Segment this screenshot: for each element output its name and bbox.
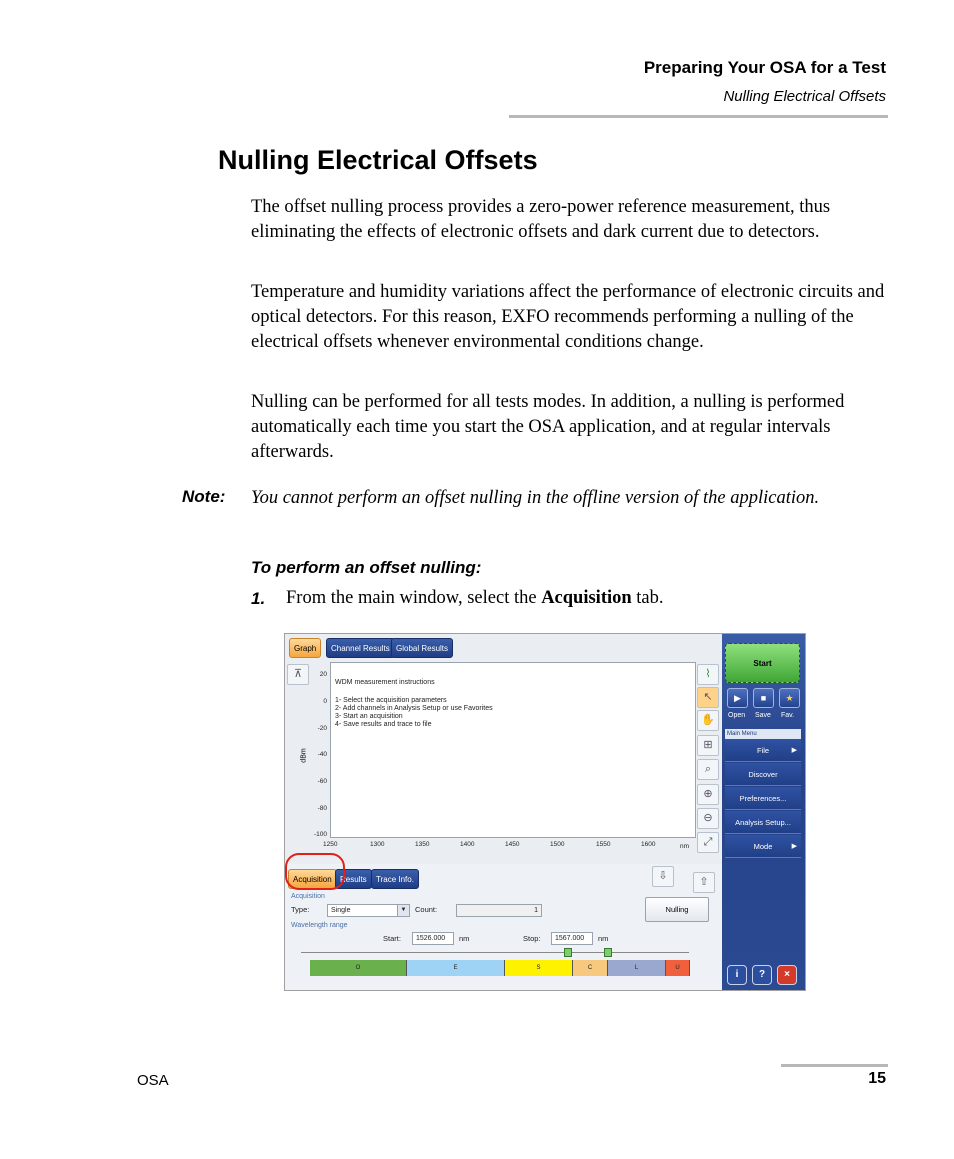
band-l [608, 960, 666, 976]
menu-item-analysis-setup[interactable] [725, 811, 801, 834]
count-label: Count: [415, 905, 438, 914]
y-tick: 0 [323, 698, 327, 705]
menu-item-label: Preferences... [739, 794, 787, 803]
graph-area[interactable] [330, 662, 696, 838]
tab-results[interactable]: Results [335, 869, 372, 889]
pan-hand-icon[interactable]: ✋ [697, 710, 719, 731]
instruction-line: 3- Start an acquisition [335, 713, 403, 720]
y-tick: -40 [317, 751, 327, 758]
header-rule [509, 115, 888, 118]
band-label: L [634, 965, 639, 971]
procedure-heading: To perform an offset nulling: [251, 558, 482, 577]
band-label: E [453, 965, 458, 971]
y-tick: -80 [317, 805, 327, 812]
band-label: U [675, 965, 680, 971]
trace-tool-icon[interactable]: ⊼ [287, 664, 309, 685]
x-tick: 1400 [460, 841, 475, 848]
y-tick: -100 [313, 831, 327, 838]
band-u [666, 960, 690, 976]
paragraph-1: The offset nulling process provides a zero-power reference measurement, thus eliminating the effects of electronic offsets and dark current due to detectors. [251, 197, 831, 242]
help-icon[interactable]: ? [752, 965, 772, 985]
acquisition-section-label: Acquisition [291, 893, 325, 900]
zoom-out-icon[interactable]: ⊖ [697, 808, 719, 829]
footer-product: OSA [137, 1072, 169, 1089]
wavelength-section-label: Wavelength range [291, 922, 348, 929]
paragraph-3: Nulling can be performed for all tests modes. In addition, a nulling is performed automatically each time you start the OSA application, and at regular intervals afterwards. [251, 392, 845, 462]
menu-item-discover[interactable] [725, 763, 801, 786]
open-folder-icon[interactable]: ▶ [727, 688, 748, 708]
step-text-bold: Acquisition [541, 588, 632, 608]
x-tick: 1450 [505, 841, 520, 848]
zoom-search-icon[interactable]: ⌕ [697, 759, 719, 780]
footer-rule [781, 1064, 888, 1067]
menu-item-mode[interactable] [725, 835, 801, 858]
range-stop-handle[interactable] [604, 948, 612, 957]
autoscale-icon[interactable]: ⌇ [697, 664, 719, 685]
x-tick: 1300 [370, 841, 385, 848]
start-unit: nm [459, 934, 470, 943]
start-button[interactable]: Start [725, 643, 800, 683]
instruction-line: 2- Add channels in Analysis Setup or use Favorites [335, 705, 493, 712]
menu-item-preferences[interactable] [725, 787, 801, 810]
nulling-button[interactable]: Nulling [645, 897, 709, 922]
tab-acquisition[interactable]: Acquisition [288, 869, 337, 889]
page-number: 15 [868, 1070, 886, 1087]
open-label: Open [728, 712, 746, 719]
menu-item-label: Analysis Setup... [735, 818, 791, 827]
x-tick: 1500 [550, 841, 565, 848]
step-text [286, 588, 664, 609]
menu-item-file[interactable] [725, 739, 801, 762]
expand-up-icon[interactable]: ⇧ [693, 872, 715, 893]
band-label: C [587, 965, 593, 971]
osa-app-screenshot [284, 633, 806, 991]
x-tick: 1350 [415, 841, 430, 848]
step-text-before: From the main window, select the [286, 588, 542, 608]
band-label: O [355, 965, 361, 971]
menu-item-label: Mode [753, 842, 773, 851]
band-label: S [536, 965, 541, 971]
type-select[interactable] [327, 904, 410, 917]
chevron-right-icon: ▶ [791, 747, 797, 754]
zoom-area-icon[interactable]: ⊞ [697, 735, 719, 756]
instruction-line: 1- Select the acquisition parameters [335, 697, 447, 704]
chevron-right-icon: ▶ [791, 843, 797, 850]
range-start-handle[interactable] [564, 948, 572, 957]
x-tick: 1600 [641, 841, 656, 848]
step-number: 1. [251, 589, 266, 608]
start-wavelength-input[interactable]: 1526.000 [412, 932, 454, 945]
type-label: Type: [291, 905, 310, 914]
menu-item-label: Discover [748, 770, 778, 779]
tab-graph[interactable]: Graph [289, 638, 321, 658]
highlight-circle [285, 853, 345, 890]
note-label: Note: [182, 487, 226, 506]
band-c [573, 960, 608, 976]
instructions-title: WDM measurement instructions [335, 679, 435, 686]
y-tick: -20 [317, 725, 327, 732]
chevron-down-icon: ▼ [397, 905, 409, 916]
pointer-icon[interactable]: ↖ [697, 687, 719, 708]
save-disk-icon[interactable]: ■ [753, 688, 774, 708]
section-title: Nulling Electrical Offsets [218, 145, 538, 175]
tab-trace-info[interactable]: Trace Info. [371, 869, 419, 889]
zoom-in-icon[interactable]: ⊕ [697, 784, 719, 805]
band-s [505, 960, 573, 976]
fit-icon[interactable]: ⤢ [697, 832, 719, 853]
close-icon[interactable]: × [777, 965, 797, 985]
y-tick: 20 [319, 671, 327, 678]
start-label: Start: [383, 934, 401, 943]
running-header-subtitle: Nulling Electrical Offsets [723, 88, 886, 105]
count-field[interactable]: 1 [456, 904, 542, 917]
tab-channel-results[interactable]: Channel Results [326, 638, 395, 658]
y-axis-label: dBm [300, 748, 308, 763]
running-header-title: Preparing Your OSA for a Test [643, 58, 886, 77]
info-icon[interactable]: i [727, 965, 747, 985]
menu-item-label: File [756, 746, 770, 755]
x-tick: 1250 [323, 841, 338, 848]
range-slider-track[interactable] [301, 952, 689, 953]
y-tick: -60 [317, 778, 327, 785]
save-label: Save [755, 712, 771, 719]
note-text: You cannot perform an offset nulling in the offline version of the application. [251, 488, 820, 508]
step-text-after: tab. [631, 588, 664, 608]
band-e [407, 960, 505, 976]
favorites-star-icon[interactable]: ★ [779, 688, 800, 708]
stop-label: Stop: [523, 934, 541, 943]
stop-wavelength-input[interactable]: 1567.000 [551, 932, 593, 945]
tab-global-results[interactable]: Global Results [391, 638, 453, 658]
main-menu-label: Main Menu [725, 729, 801, 739]
fav-label: Fav. [781, 712, 795, 719]
stop-unit: nm [598, 934, 609, 943]
main-menu-panel [722, 634, 806, 991]
x-tick: 1550 [596, 841, 611, 848]
band-o [310, 960, 407, 976]
instruction-line: 4- Save results and trace to file [335, 721, 432, 728]
paragraph-2: Temperature and humidity variations affect the performance of electronic circuits and optical detectors. For this reason, EXFO recommends performing a nulling of the electrical offsets whenever environmental conditions change. [251, 282, 885, 352]
type-value: Single [331, 907, 351, 914]
collapse-down-icon[interactable]: ⇩ [652, 866, 674, 887]
x-unit: nm [680, 843, 690, 850]
